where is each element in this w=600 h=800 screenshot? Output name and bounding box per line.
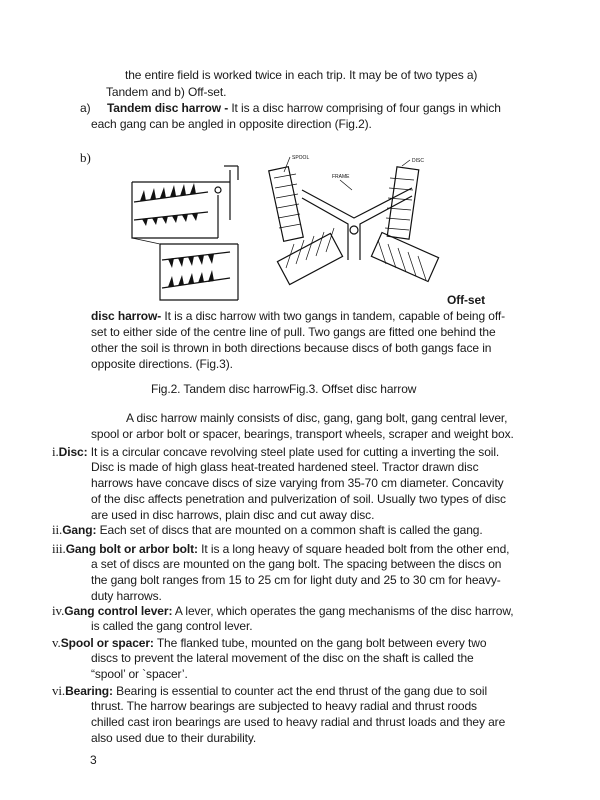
component-numeral: vi.: [52, 683, 66, 698]
tandem-disc-harrow-figure: [120, 160, 250, 305]
component-description-line: is called the gang control lever.: [91, 619, 253, 633]
item-b-text: It is a disc harrow with two gangs in tandem, capable of being off-: [161, 309, 505, 323]
component-term: Disc:: [58, 445, 88, 459]
item-b-term-part-2: disc harrow-: [91, 309, 162, 323]
item-b-term-part-1: Off-set: [447, 293, 485, 307]
component-term: Spool or spacer:: [60, 636, 154, 650]
component-description-line: also used due to their durability.: [91, 731, 257, 745]
spool-label: SPOOL: [292, 155, 310, 161]
component-term: Bearing:: [65, 684, 113, 698]
component-description-line: a set of discs are mounted on the gang bolt. The spacing between the discs on: [91, 557, 502, 571]
component-description: It is a circular concave revolving steel plate used for cutting a inverting the soil.: [87, 445, 500, 459]
component-description: Each set of discs that are mounted on a common shaft is called the gang.: [96, 523, 483, 537]
component-numeral: ii.: [52, 522, 63, 537]
component-numeral: iv.: [52, 603, 65, 618]
component-term: Gang bolt or arbor bolt:: [65, 542, 198, 556]
component-term: Gang:: [62, 523, 97, 537]
component-numeral: i.: [52, 444, 59, 459]
component-description-line: the gang bolt ranges from 15 to 25 cm for light duty and 25 to 30 cm for heavy-: [91, 573, 501, 587]
components-intro-line-2: spool or arbor bolt or spacer, bearings, transport wheels, scraper and weight box.: [91, 427, 514, 441]
offset-disc-harrow-figure: [262, 150, 452, 300]
component-description-line: of the disc affects penetration and pulverization of soil. Usually two types of disc: [91, 492, 506, 506]
item-b-line-3: other the soil is thrown in both directions because discs of both gangs face in: [91, 341, 492, 355]
page-number: 3: [90, 753, 97, 767]
item-b-line-2: set to either side of the centre line of pull. Two gangs are fitted one behind the: [91, 325, 496, 339]
item-b-line-1: [91, 308, 505, 325]
component-description-line: “spool’ or `spacer’.: [91, 667, 188, 681]
component-description-line: discs to prevent the lateral movement of the disc on the shaft is called the: [91, 651, 474, 665]
item-a-text: It is a disc harrow comprising of four gangs in which: [228, 101, 501, 115]
component-description-line: thrust. The harrow bearings are subjected to heavy radial and thrust roods: [91, 699, 477, 713]
item-a-line-1: [80, 100, 501, 117]
item-a-term: Tandem disc harrow -: [106, 101, 229, 115]
component-term: Gang control lever:: [64, 604, 173, 618]
component-description: Bearing is essential to counter act the end thrust of the gang due to soil: [112, 684, 488, 698]
item-b-marker: b): [80, 150, 91, 165]
component-numeral: iii.: [52, 541, 66, 556]
item-a-line-2: each gang can be angled in opposite direction (Fig.2).: [91, 117, 372, 131]
component-description-line: harrows have concave discs of size varying from 35-70 cm diameter. Concavity: [91, 476, 504, 490]
item-b-line-4: opposite directions. (Fig.3).: [91, 357, 233, 371]
figure-captions: Fig.2. Tandem disc harrowFig.3. Offset disc harrow: [151, 382, 417, 396]
component-item-2: [52, 521, 483, 539]
disc-label: DISC: [412, 158, 424, 164]
intro-line-1: the entire field is worked twice in each trip. It may be of two types a): [125, 68, 478, 82]
component-numeral: v.: [52, 635, 61, 650]
component-description-line: Disc is made of high glass heat-treated hardened steel. Tractor drawn disc: [91, 460, 479, 474]
component-description: A lever, which operates the gang mechanisms of the disc harrow,: [172, 604, 514, 618]
intro-line-2: Tandem and b) Off-set.: [106, 85, 227, 99]
component-description-line: chilled cast iron bearings are used to heavy radial and thrust loads and they are: [91, 715, 506, 729]
item-a-marker: a): [80, 101, 91, 115]
component-description-line: duty harrows.: [91, 589, 162, 603]
component-description: The flanked tube, mounted on the gang bolt between every two: [153, 636, 487, 650]
components-intro-line-1: A disc harrow mainly consists of disc, gang, gang bolt, gang central lever,: [126, 411, 508, 425]
component-description-line: are used in disc harrows, plain disc and cut away disc.: [91, 508, 375, 522]
component-description: It is a long heavy of square headed bolt from the other end,: [197, 542, 510, 556]
frame-label: FRAME: [332, 174, 350, 180]
